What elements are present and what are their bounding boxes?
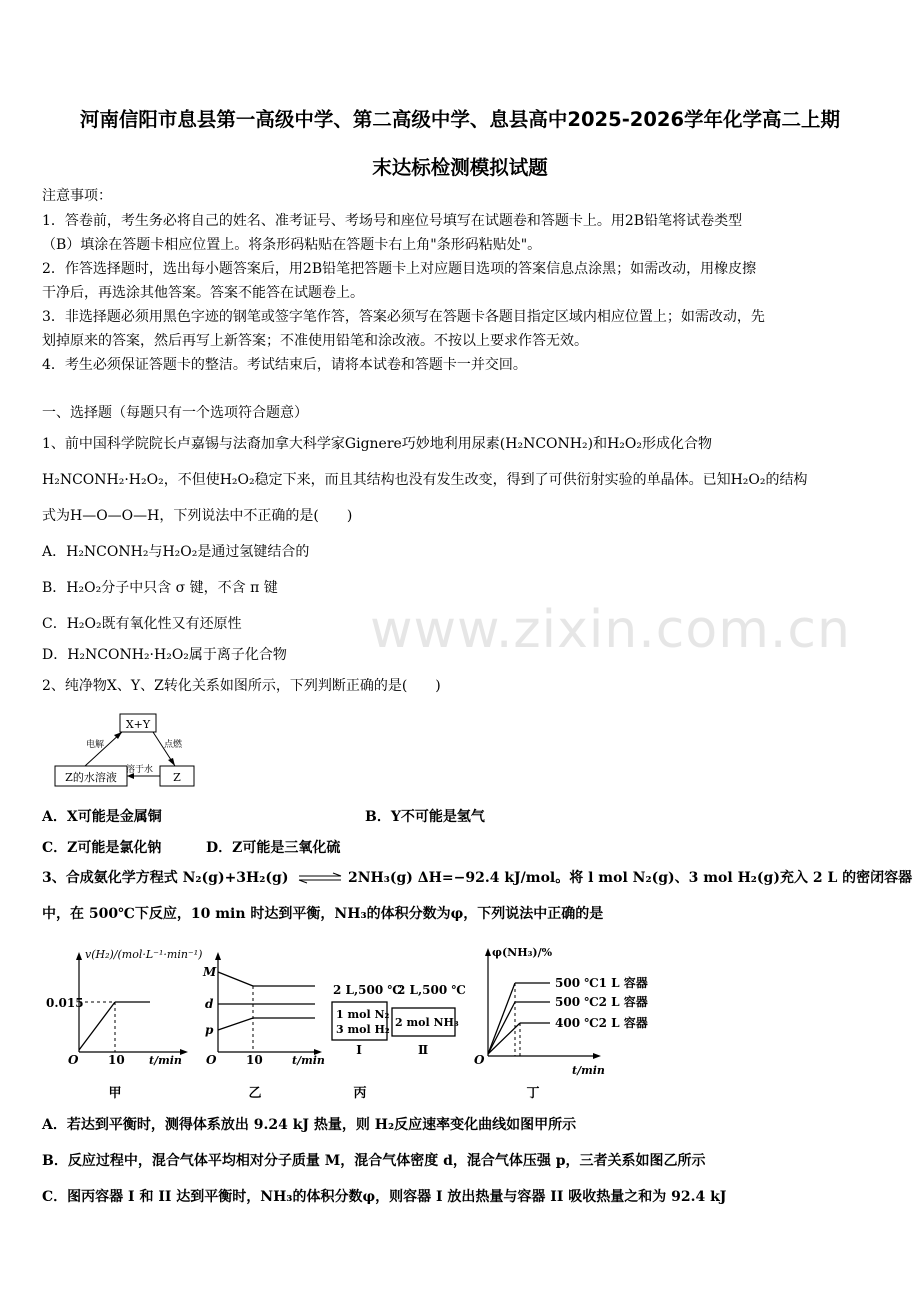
notice-line: （B）填涂在答题卡相应位置上。将条形码粘贴在答题卡右上角"条形码粘贴处"。	[42, 237, 542, 253]
jia-xtick: 10	[108, 1053, 125, 1067]
diagram-node-top: X+Y	[125, 718, 151, 731]
figure-yi	[200, 944, 330, 1104]
diagram-node-left: Z的水溶液	[65, 771, 117, 784]
bing-c2-head: 2 L,500 ℃	[397, 983, 466, 997]
diagram-edge-left: 电解	[86, 740, 105, 750]
bing-c1-head: 2 L,500 ℃	[333, 983, 402, 997]
ding-series-2-label: 500 ℃2 L 容器	[555, 995, 648, 1009]
jia-ytick: 0.015	[46, 996, 84, 1010]
yi-d-label: d	[205, 997, 214, 1011]
bing-caption: 丙	[353, 1086, 367, 1101]
notice-line: 4．考生必须保证答题卡的整洁。考试结束后，请将本试卷和答题卡一并交回。	[42, 357, 527, 373]
ding-series-3-label: 400 ℃2 L 容器	[555, 1016, 648, 1030]
page-title-line1: 河南信阳市息县第一高级中学、第二高级中学、息县高中2025-2026学年化学高二上期	[79, 108, 841, 131]
diagram-edge-bottom: 溶于水	[126, 765, 154, 775]
q1-option-c: C．H₂O₂既有氧化性又有还原性	[42, 616, 242, 632]
bing-c2-label: Ⅱ	[417, 1043, 429, 1057]
q3-stem: 中，在 500℃下反应，10 min 时达到平衡，NH₃的体积分数为φ，下列说法中正确的是	[42, 906, 604, 922]
q3-option-a: A．若达到平衡时，测得体系放出 9.24 kJ 热量，则 H₂反应速率变化曲线如图甲所示	[42, 1117, 577, 1133]
bing-c2-l1: 2 mol NH₃	[395, 1016, 459, 1029]
ding-origin: O	[474, 1053, 485, 1067]
yi-caption: 乙	[248, 1086, 262, 1101]
yi-xlabel: t/min	[292, 1054, 325, 1067]
figure-ding	[465, 940, 650, 1104]
q2-conversion-diagram	[40, 708, 210, 792]
q2-option-a: A．X可能是金属铜	[42, 809, 162, 825]
bing-c1-l1: 1 mol N₂	[336, 1008, 390, 1021]
ding-series-1	[488, 983, 515, 1054]
jia-ylabel: v(H₂)/(mol·L⁻¹·min⁻¹)	[85, 948, 203, 961]
q1-stem: 式为H—O—O—H，下列说法中不正确的是( )	[42, 508, 353, 524]
diagram-node-right: Z	[173, 771, 181, 784]
q3-option-c: C．图丙容器 I 和 II 达到平衡时，NH₃的体积分数φ，则容器 I 放出热量与容器 II 吸收热量之和为 92.4 kJ	[42, 1189, 727, 1205]
bing-c1-l2: 3 mol H₂	[336, 1023, 390, 1036]
diagram-edge-right: 点燃	[164, 740, 183, 750]
ding-caption: 丁	[526, 1086, 540, 1101]
jia-caption: 甲	[108, 1086, 122, 1101]
notice-line: 干净后，再选涂其他答案。答案不能答在试题卷上。	[42, 285, 364, 301]
ding-series-1-label: 500 ℃1 L 容器	[555, 976, 648, 990]
q1-stem: 1、前中国科学院院长卢嘉锡与法裔加拿大科学家Gignere巧妙地利用尿素(H₂NCONH₂)和H₂O₂形成化合物	[42, 436, 712, 452]
figure-bing	[325, 970, 470, 1104]
page-title-line2: 末达标检测模拟试题	[372, 156, 548, 179]
yi-origin: O	[206, 1053, 217, 1067]
q1-option-d: D．H₂NCONH₂·H₂O₂属于离子化合物	[42, 647, 287, 663]
q2-option-b: B．Y不可能是氢气	[365, 809, 485, 825]
notice-heading: 注意事项：	[42, 188, 112, 204]
notice-line: 1．答卷前，考生务必将自己的姓名、准考证号、考场号和座位号填写在试题卷和答题卡上。用2B铅笔将试卷类型	[42, 213, 743, 229]
q1-option-a: A．H₂NCONH₂与H₂O₂是通过氢键结合的	[42, 544, 310, 560]
q3-option-b: B．反应过程中，混合气体平均相对分子质量 M，混合气体密度 d，混合气体压强 p，三者关系如图乙所示	[42, 1153, 706, 1169]
yi-xtick: 10	[246, 1053, 263, 1067]
q1-option-b: B．H₂O₂分子中只含 σ 键，不含 π 键	[42, 580, 278, 596]
yi-M-line	[218, 972, 253, 986]
ding-ylabel: φ(NH₃)/%	[492, 946, 553, 959]
yi-p-line	[218, 1018, 253, 1030]
watermark: www.zixin.com.cn	[370, 600, 851, 660]
notice-line: 2．作答选择题时，选出每小题答案后，用2B铅笔把答题卡上对应题目选项的答案信息点涂黑；如需改动，用橡皮擦	[42, 261, 757, 277]
yi-M-label: M	[203, 965, 217, 979]
jia-origin: O	[68, 1053, 79, 1067]
ding-xlabel: t/min	[572, 1064, 605, 1077]
notice-line: 划掉原来的答案，然后再写上新答案；不准使用铅笔和涂改液。不按以上要求作答无效。	[42, 333, 588, 349]
jia-rise-line	[79, 1002, 115, 1050]
figure-jia	[42, 944, 212, 1104]
bing-c1-label: Ⅰ	[356, 1043, 362, 1057]
q2-stem: 2、纯净物X、Y、Z转化关系如图所示，下列判断正确的是( )	[42, 678, 441, 694]
q2-option-d: D．Z可能是三氧化硫	[206, 840, 341, 856]
jia-xlabel: t/min	[149, 1054, 182, 1067]
q2-option-c: C．Z可能是氯化钠	[42, 840, 162, 856]
equilibrium-arrow-icon	[297, 872, 343, 884]
notice-line: 3．非选择题必须用黑色字迹的钢笔或签字笔作答，答案必须写在答题卡各题目指定区域内相应位置上；如需改动，先	[42, 309, 765, 325]
q1-stem: H₂NCONH₂·H₂O₂，不但使H₂O₂稳定下来，而且其结构也没有发生改变，得到了可供衍射实验的单晶体。已知H₂O₂的结构	[42, 472, 808, 488]
q3-stem-part1: 3、合成氨化学方程式 N₂(g)+3H₂(g)	[42, 870, 289, 886]
section-heading: 一、选择题（每题只有一个选项符合题意）	[42, 405, 308, 421]
q3-stem-part2: 2NH₃(g) ΔH=−92.4 kJ/mol。将 l mol N₂(g)、3 mol H₂(g)充入 2 L 的密闭容器	[348, 870, 913, 886]
yi-p-label: p	[205, 1023, 214, 1037]
ding-series-2	[488, 1002, 515, 1054]
